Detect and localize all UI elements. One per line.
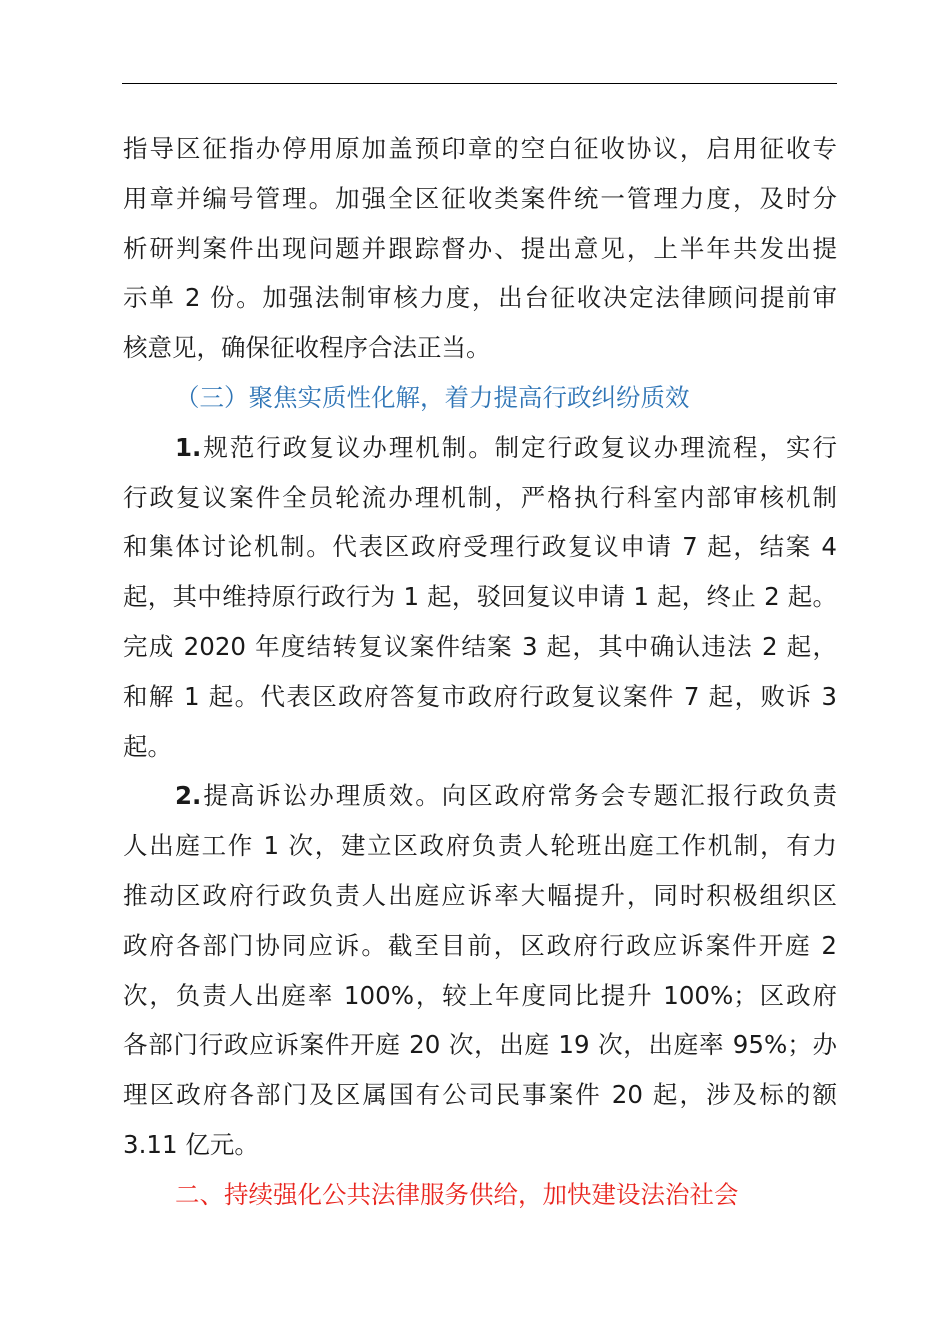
section-heading-2: 二、持续强化公共法律服务供给，加快建设法治社会 (175, 1179, 739, 1209)
text-line: 各部门行政应诉案件开庭 20 次，出庭 19 次，出庭率 95%；办 (123, 1030, 837, 1060)
text-line: 示单 2 份。加强法制审核力度，出台征收决定法律顾问提前审 (123, 283, 837, 313)
text-line: 理区政府各部门及区属国有公司民事案件 20 起，涉及标的额 (123, 1080, 837, 1110)
text-line: 起。 (123, 731, 172, 761)
item-administrative-review (123, 423, 837, 772)
text-line: 完成 2020 年度结转复议案件结案 3 起，其中确认违法 2 起， (123, 631, 837, 661)
text-line: 和解 1 起。代表区政府答复市政府行政复议案件 7 起，败诉 3 (123, 681, 837, 711)
text-line: 政府各部门协同应诉。截至目前，区政府行政应诉案件开庭 2 (123, 930, 837, 960)
document-body (123, 124, 837, 1220)
text-line: 行政复议案件全员轮流办理机制，严格执行科室内部审核机制 (123, 482, 837, 512)
paragraph-expropriation (123, 124, 837, 373)
text-line: 次，负责人出庭率 100%，较上年度同比提升 100%；区政府 (123, 980, 837, 1010)
text-line: 核意见，确保征收程序合法正当。 (123, 333, 491, 363)
item-title: 规范行政复议办理机制。制定行政复议办理流程，实行 (201, 432, 837, 462)
item-number: 1. (175, 432, 202, 462)
section-heading-3: （三）聚焦实质性化解，着力提高行政纠纷质效 (175, 382, 690, 412)
item-title: 提高诉讼办理质效。向区政府常务会专题汇报行政负责 (201, 781, 837, 811)
item-first-line (123, 423, 837, 473)
header-rule (122, 83, 837, 84)
text-line: 3.11 亿元。 (123, 1129, 259, 1159)
text-line: 指导区征指办停用原加盖预印章的空白征收协议，启用征收专 (123, 134, 837, 163)
text-line: 推动区政府行政负责人出庭应诉率大幅提升，同时积极组织区 (123, 880, 837, 910)
text-line: 和集体讨论机制。代表区政府受理行政复议申请 7 起，结案 4 (123, 532, 837, 562)
text-line: 析研判案件出现问题并跟踪督办、提出意见，上半年共发出提 (123, 233, 837, 263)
text-line: 人出庭工作 1 次，建立区政府负责人轮班出庭工作机制，有力 (123, 831, 837, 861)
item-litigation (123, 771, 837, 1169)
text-line: 起，其中维持原行政行为 1 起，驳回复议申请 1 起，终止 2 起。 (123, 582, 837, 612)
item-first-line (123, 771, 837, 821)
item-number: 2. (175, 781, 202, 811)
text-line: 用章并编号管理。加强全区征收类案件统一管理力度，及时分 (123, 183, 837, 213)
